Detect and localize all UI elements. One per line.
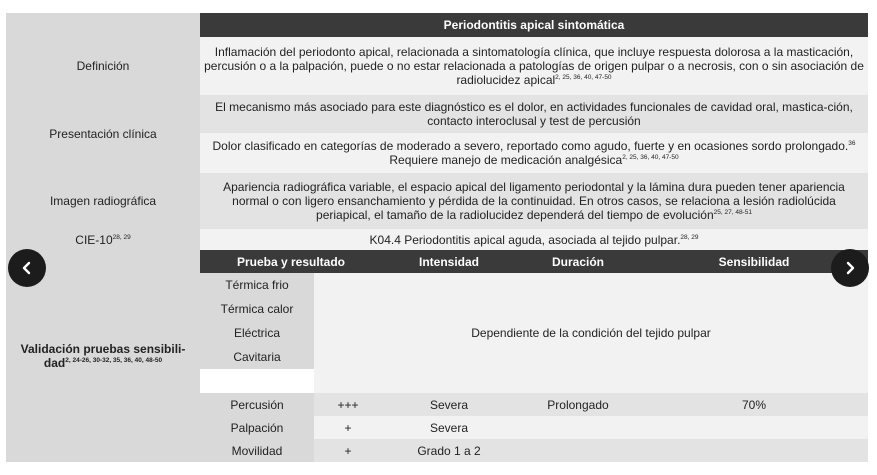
validacion-label: Validación pruebas sensibili-dad$^{2, 24-26, 30-32, 35, 36, 40, 48-50}$ — [6, 250, 200, 462]
chevron-right-icon — [843, 261, 857, 275]
presentacion-text-2: Dolor clasificado en categorías de moderado a severo, reportado como agudo, fuerte y en ocasiones sordo prolongado.$^{36}$ Requiere manejo de medicación analgésica$^{2, 25, 36, 40, 47-50}$ — [200, 133, 868, 173]
header-sensibilidad: Sensibilidad — [640, 250, 868, 273]
row-movilidad-resultado: + — [314, 439, 382, 462]
row-palpacion-sensibilidad — [640, 416, 868, 439]
row-percusion-sensibilidad: 70% — [640, 393, 868, 416]
cie-text: K04.4 Periodontitis apical aguda, asociada al tejido pulpar.$^{28, 29}$ — [200, 229, 868, 250]
header-prueba: Prueba y resultado — [200, 250, 382, 273]
row-palpacion-resultado: + — [314, 416, 382, 439]
next-slide-button[interactable] — [831, 249, 869, 287]
test-cavitaria: Cavitaria — [200, 345, 314, 369]
row-percusion-intensidad: Severa — [382, 393, 516, 416]
test-termica-frio: Térmica frio — [200, 273, 314, 297]
prev-slide-button[interactable] — [8, 249, 46, 287]
header-intensidad: Intensidad — [382, 250, 516, 273]
row-percusion-duracion: Prolongado — [516, 393, 640, 416]
title-corner — [6, 13, 200, 37]
row-movilidad-prueba: Movilidad — [200, 439, 314, 462]
imagen-label: Imagen radiográfica — [6, 173, 200, 229]
cie-label: CIE-10$^{28, 29}$ — [6, 229, 200, 250]
row-percusion-prueba: Percusión — [200, 393, 314, 416]
header-duracion: Duración — [516, 250, 640, 273]
table-title: Periodontitis apical sintomática — [200, 13, 868, 37]
row-movilidad-intensidad: Grado 1 a 2 — [382, 439, 516, 462]
presentacion-label: Presentación clínica — [6, 95, 200, 173]
row-percusion-resultado: +++ — [314, 393, 382, 416]
row-palpacion-prueba: Palpación — [200, 416, 314, 439]
row-movilidad-duracion — [516, 439, 640, 462]
thermal-result: Dependiente de la condición del tejido pulpar — [314, 273, 868, 393]
row-palpacion-duracion — [516, 416, 640, 439]
imagen-text: Apariencia radiográfica variable, el espacio apical del ligamento periodontal y la lámina dura pueden tener apariencia normal o con ligero ensanchamiento y pérdida de la continuidad. En otros casos, se relaciona a lesión radiolúcida periapical, el tamaño de la radiolucidez dependerá del tiempo de evolución$^{25, 27, 48-51}$ — [200, 173, 868, 229]
test-termica-calor: Térmica calor — [200, 297, 314, 321]
chevron-left-icon — [20, 261, 34, 275]
definicion-label: Definición — [6, 37, 200, 95]
row-palpacion-intensidad: Severa — [382, 416, 516, 439]
presentacion-text-1: El mecanismo más asociado para este diagnóstico es el dolor, en actividades funcionales de cavidad oral, mastica-ción, contacto interoclusal y test de percusión — [200, 95, 868, 133]
row-movilidad-sensibilidad — [640, 439, 868, 462]
definicion-text: Inflamación del periodonto apical, relacionada a sintomatología clínica, que incluye respuesta dolorosa a la masticación, percusión o a la palpación, puede o no estar relacionada a patologías de origen pulpar o a necrosis, con o sin asociación de radiolucidez apical$^{2, 25, 36, 40, 47-50}$ — [200, 37, 868, 95]
test-electrica: Eléctrica — [200, 321, 314, 345]
